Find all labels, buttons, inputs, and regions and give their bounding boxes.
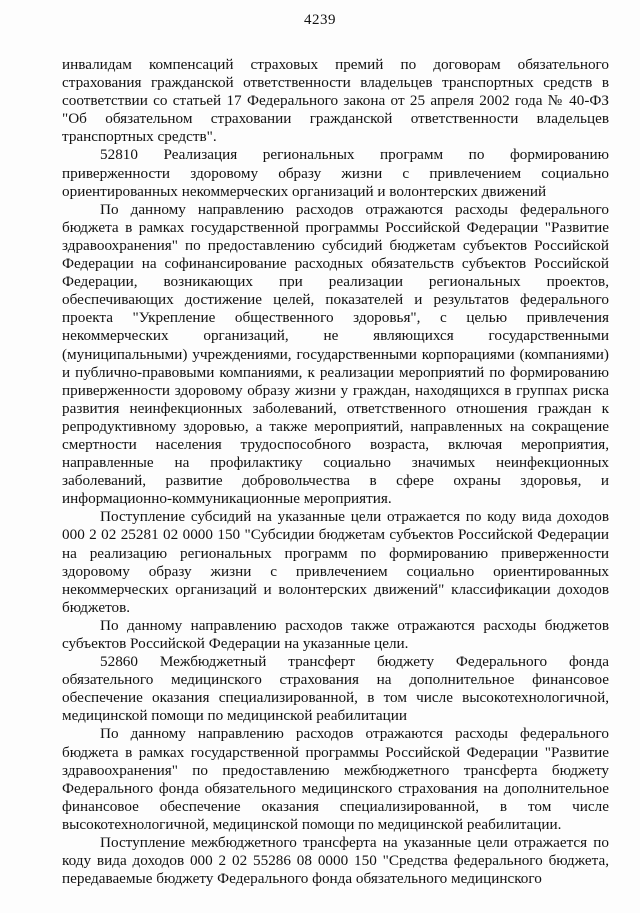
paragraph-52810-regional: По данному направлению расходов также отражаются расходы бюджетов субъектов Российской Федерации на указанные цели.	[62, 616, 609, 652]
page-number: 4239	[304, 12, 336, 28]
paragraph-continuation: инвалидам компенсаций страховых премий по договорам обязательного страхования гражданской ответственности владельцев транспортных средств в соответствии со статьей 17 Федерального закона от 25 апреля 2002 года № 40-ФЗ "Об обязательном страховании гражданской ответственности владельцев транспортных средств".	[62, 56, 609, 146]
paragraph-52860-description: По данному направлению расходов отражаются расходы федерального бюджета в рамках государственной программы Российской Федерации "Развитие здравоохранения" по предоставлению межбюджетного трансферта бюджету Федерального фонда обязательного медицинского страхования на дополнительное финансовое обеспечение оказания специализированной, в том числе высокотехнологичной, медицинской помощи по медицинской реабилитации.	[62, 725, 609, 833]
paragraph-52860-revenue-code: Поступление межбюджетного трансферта на указанные цели отражается по коду вида доходов 000 2 02 55286 08 0000 150 "Средства федерального бюджета, передаваемые бюджету Федерального фонда обязательного медицинского	[62, 834, 609, 888]
document-body	[62, 56, 609, 888]
section-heading-52860: 52860 Межбюджетный трансферт бюджету Федерального фонда обязательного медицинского страхования на дополнительное финансовое обеспечение оказания специализированной, в том числе высокотехнологичной, медицинской помощи по медицинской реабилитации	[62, 653, 609, 725]
section-heading-52810: 52810 Реализация региональных программ по формированию приверженности здоровому образу жизни с привлечением социально ориентированных некоммерческих организаций и волонтерских движений	[62, 146, 609, 200]
paragraph-52810-revenue-code: Поступление субсидий на указанные цели отражается по коду вида доходов 000 2 02 25281 02 0000 150 "Субсидии бюджетам субъектов Российской Федерации на реализацию региональных программ по формированию приверженности здоровому образу жизни с привлечением социально ориентированных некоммерческих организаций и волонтерских движений" классификации доходов бюджетов.	[62, 508, 609, 616]
paragraph-52810-description: По данному направлению расходов отражаются расходы федерального бюджета в рамках государственной программы Российской Федерации "Развитие здравоохранения" по предоставлению субсидий бюджетам субъектов Российской Федерации на софинансирование расходных обязательств субъектов Российской Федерации, возникающих при реализации региональных проектов, обеспечивающих достижение целей, показателей и результатов федерального проекта "Укрепление общественного здоровья", с целью привлечения некоммерческих организаций, не являющихся государственными (муниципальными) учреждениями, государственными корпорациями (компаниями) и публично-правовыми компаниями, к реализации мероприятий по формированию приверженности здоровому образу жизни у граждан, находящихся в группах риска развития неинфекционных заболеваний, ответственного отношения граждан к репродуктивному здоровью, а также мероприятий, направленных на сокращение смертности населения трудоспособного возраста, включая мероприятия, направленные на профилактику социально значимых неинфекционных заболеваний, развитие добровольчества в сфере охраны здоровья, и информационно-коммуникационные мероприятия.	[62, 200, 609, 508]
